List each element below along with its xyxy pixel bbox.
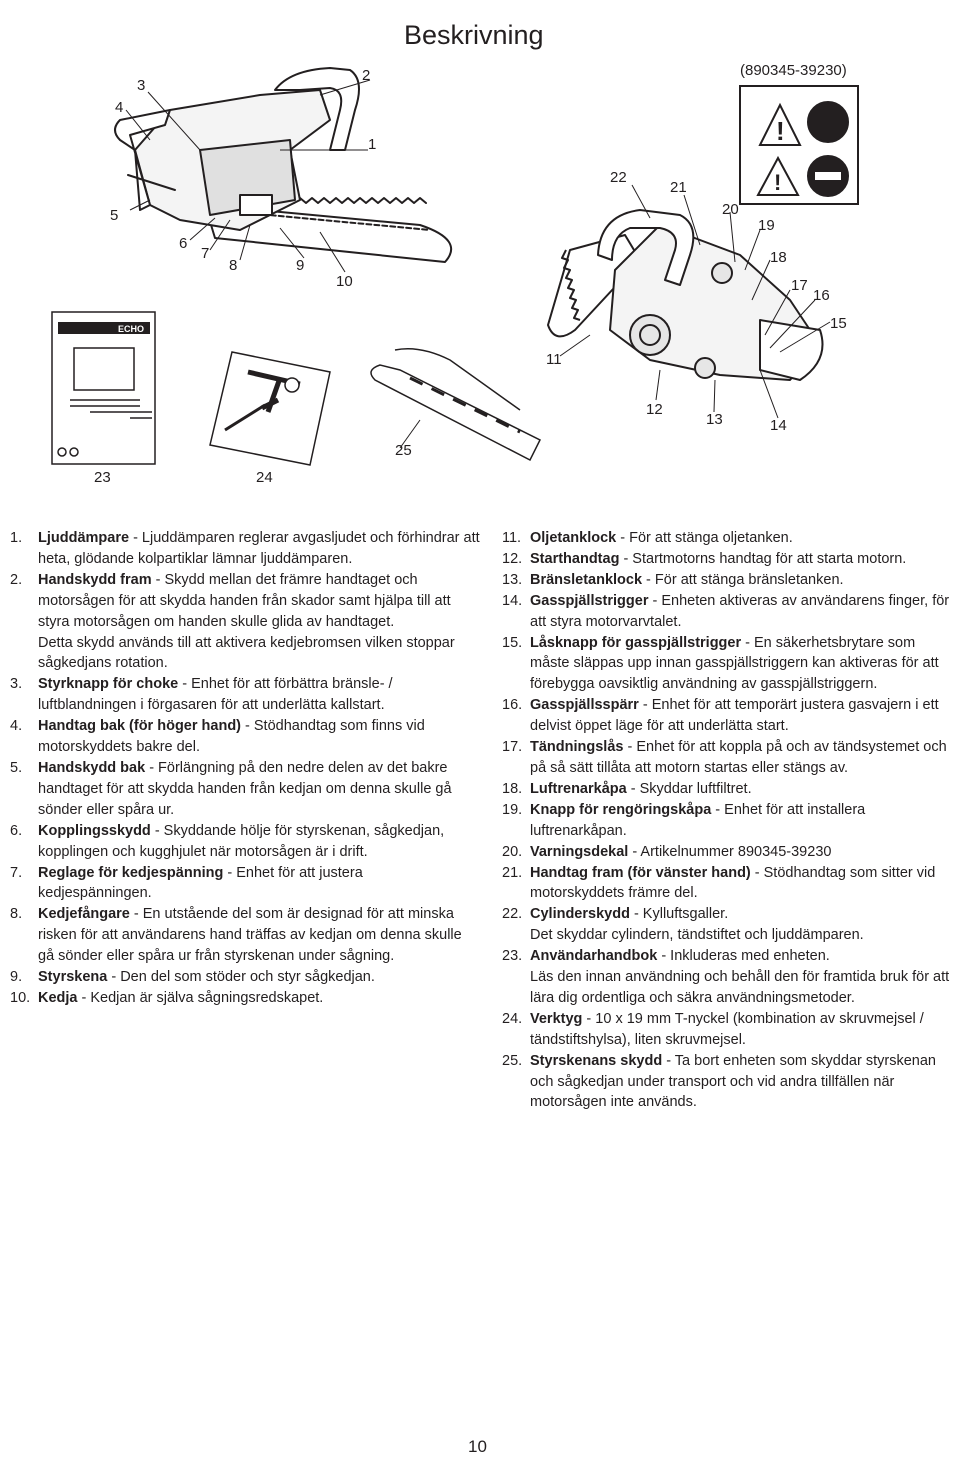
- callout-9: 9: [296, 257, 305, 274]
- callout-15: 15: [830, 315, 847, 332]
- callout-25: 25: [395, 442, 412, 459]
- callout-4: 4: [115, 99, 124, 116]
- item-term: Kopplingsskydd: [38, 822, 151, 839]
- item-number: 3.: [10, 676, 23, 693]
- list-item: [502, 946, 952, 1009]
- list-item: [10, 570, 480, 675]
- item-number: 11.: [502, 530, 522, 546]
- item-number: 1.: [10, 530, 23, 546]
- item-term: Användarhandbok: [530, 948, 658, 965]
- item-description: - Stödhandtag som finns vid motorskyddets bakre del.: [38, 718, 425, 756]
- item-number: 25.: [502, 1052, 523, 1069]
- list-item: [10, 716, 480, 758]
- item-description: - Ta bort enheten som skyddar styrskenan och sågkedjan under transport och vid andra tillfällen när motorsågen inte används.: [530, 1052, 936, 1111]
- list-item: [10, 863, 480, 905]
- item-term: Oljetanklock: [530, 530, 617, 546]
- users-manual: [52, 312, 155, 464]
- manual-brand-logo: ECHO: [118, 324, 145, 334]
- parts-list-right: [502, 528, 952, 1113]
- item-number: 23.: [502, 948, 523, 965]
- callout-5: 5: [110, 207, 119, 224]
- item-number: 20.: [502, 843, 523, 860]
- item-term: Handskydd bak: [38, 759, 146, 776]
- callout-10: 10: [336, 273, 353, 290]
- parts-list-left: [10, 528, 480, 1009]
- item-term: Kedja: [38, 989, 78, 1006]
- item-description: - Enhet för att temporärt justera gasvajern i ett delvist öppet läge för att underlätta start.: [530, 697, 939, 735]
- chainsaw-illustration: [0, 0, 960, 500]
- item-description: - Skyddar luftfiltret.: [626, 780, 752, 797]
- item-term: Bränsletanklock: [530, 571, 643, 588]
- list-item: [502, 633, 952, 696]
- item-number: 6.: [10, 822, 23, 839]
- item-term: Gasspjällstrigger: [530, 592, 649, 609]
- part-number: (890345-39230): [740, 62, 847, 79]
- tools-kit: [210, 352, 330, 465]
- item-description: - Enhet för att förbättra bränsle- / luftblandningen i förgasaren för att underlätta kallstart.: [38, 676, 393, 714]
- item-number: 10.: [10, 989, 31, 1006]
- callout-11: 11: [546, 351, 562, 368]
- item-number: 17.: [502, 739, 523, 756]
- item-term: Handskydd fram: [38, 571, 152, 588]
- item-term: Cylinderskydd: [530, 906, 630, 923]
- item-number: 12.: [502, 550, 523, 567]
- callout-24: 24: [256, 469, 273, 486]
- callout-21: 21: [670, 179, 687, 196]
- item-description: - Den del som stöder och styr sågkedjan.: [107, 969, 375, 986]
- item-number: 19.: [502, 801, 523, 818]
- item-description: - För att stänga bränsletanken.: [642, 571, 844, 588]
- callout-1: 1: [368, 136, 377, 153]
- callout-17: 17: [791, 277, 808, 294]
- list-item: [502, 842, 952, 863]
- item-description: - 10 x 19 mm T-nyckel (kombination av skruvmejsel / tändstiftshylsa), liten skruvmejsel.: [530, 1010, 924, 1048]
- item-term: Handtag fram (för vänster hand): [530, 864, 751, 881]
- callout-2: 2: [362, 67, 371, 84]
- item-term: Knapp för rengöringskåpa: [530, 801, 712, 818]
- list-item: [502, 528, 952, 549]
- svg-text:!: !: [774, 170, 782, 195]
- item-number: 24.: [502, 1010, 523, 1027]
- list-item: [10, 674, 480, 716]
- callout-23: 23: [94, 469, 111, 486]
- item-description: - Stödhandtag som sitter vid motorskyddets främre del.: [530, 864, 936, 902]
- item-description: - Enhet för att koppla på och av tändsystemet och på så sätt tillåta att motorn startas eller stängs av.: [530, 739, 947, 776]
- item-term: Reglage för kedjespänning: [38, 864, 224, 881]
- item-term: Gasspjällsspärr: [530, 697, 639, 714]
- list-item: [502, 737, 952, 779]
- item-number: 16.: [502, 697, 523, 714]
- item-description: - Kedjan är själva sågningsredskapet.: [77, 989, 324, 1006]
- item-extra-note: Detta skydd används till att aktivera kedjebromsen vilken stoppar sågkedjans rotation.: [38, 634, 455, 672]
- list-item: [502, 904, 952, 946]
- item-term: Starthandtag: [530, 550, 620, 567]
- list-item: [502, 800, 952, 842]
- item-term: Luftrenarkåpa: [530, 780, 627, 797]
- item-term: Varningsdekal: [530, 843, 629, 860]
- item-number: 14.: [502, 592, 523, 609]
- item-description: - Skyddande hölje för styrskenan, sågkedjan, kopplingen och kugghjulet när motorsågen är i drift.: [38, 822, 445, 860]
- callout-16: 16: [813, 287, 830, 304]
- callout-14: 14: [770, 417, 787, 434]
- list-item: [10, 821, 480, 863]
- item-extra-note: Det skyddar cylindern, tändstiftet och ljuddämparen.: [530, 927, 864, 944]
- list-item: [502, 1009, 952, 1051]
- item-term: Ljuddämpare: [38, 530, 130, 546]
- item-number: 7.: [10, 864, 23, 881]
- item-description: - Artikelnummer 890345-39230: [628, 843, 832, 860]
- item-description: - En utstående del som är designad för att minska risken för att användarens hand träffas av kedjan om denna skulle gå sönder eller spåra ur från styrskenan under sågning.: [38, 906, 462, 965]
- list-item: [502, 549, 952, 570]
- list-item: [502, 591, 952, 633]
- item-description: - Ljuddämparen reglerar avgasljudet och förhindrar att heta, glödande kolpartiklar lämnar ljuddämparen.: [38, 530, 480, 567]
- list-item: [10, 967, 480, 988]
- callout-8: 8: [229, 257, 238, 274]
- page-number: 10: [468, 1437, 487, 1456]
- item-description: - Förlängning på den nedre delen av det bakre handtaget för att skydda handen från kedjan om denna skulle gå sönder eller spåra ur.: [38, 759, 452, 818]
- item-term: Styrknapp för choke: [38, 676, 179, 693]
- list-item: [10, 988, 480, 1009]
- item-description: - Skydd mellan det främre handtaget och motorsågen för att skydda handen från skador samt hjälpa till att styra motorsågen om handen skulle glida av handtaget.: [38, 571, 451, 630]
- list-item: [502, 779, 952, 800]
- item-description: - Kylluftsgaller.: [629, 906, 729, 923]
- callout-22: 22: [610, 169, 627, 186]
- callout-6: 6: [179, 235, 188, 252]
- item-number: 13.: [502, 571, 523, 588]
- item-term: Tändningslås: [530, 739, 624, 756]
- item-term: Styrskenans skydd: [530, 1052, 663, 1069]
- callout-18: 18: [770, 249, 787, 266]
- svg-text:!: !: [776, 116, 785, 146]
- item-number: 5.: [10, 759, 23, 776]
- callout-20: 20: [722, 201, 739, 218]
- item-description: - För att stänga oljetanken.: [616, 530, 793, 546]
- item-description: - Startmotorns handtag för att starta motorn.: [619, 550, 907, 567]
- page-title: Beskrivning: [404, 20, 544, 50]
- item-description: - Enheten aktiveras av användarens finger, för att styra motorvarvtalet.: [530, 592, 950, 630]
- list-item: [10, 904, 480, 967]
- item-term: Styrskena: [38, 969, 108, 986]
- item-term: Kedjefångare: [38, 906, 130, 923]
- item-term: Verktyg: [530, 1010, 583, 1027]
- item-number: 18.: [502, 780, 523, 797]
- callout-13: 13: [706, 411, 723, 428]
- item-term: Låsknapp för gasspjällstrigger: [530, 634, 742, 651]
- list-item: [10, 528, 480, 570]
- item-description: - Enhet för att installera luftrenarkåpan.: [530, 801, 866, 839]
- callout-12: 12: [646, 401, 663, 418]
- warning-decal: [740, 86, 858, 204]
- item-description: - Enhet för att justera kedjespänningen.: [38, 864, 363, 902]
- item-number: 15.: [502, 634, 523, 651]
- list-item: [502, 695, 952, 737]
- item-term: Handtag bak (för höger hand): [38, 718, 241, 735]
- item-number: 22.: [502, 906, 523, 923]
- item-number: 21.: [502, 864, 523, 881]
- callout-3: 3: [137, 77, 146, 94]
- callout-19: 19: [758, 217, 775, 234]
- item-extra-note: Läs den innan användning och behåll den för framtida bruk för att lära dig ordentliga och säkra användningsmetoder.: [530, 969, 950, 1006]
- item-number: 8.: [10, 906, 23, 923]
- item-number: 2.: [10, 571, 23, 588]
- callout-7: 7: [201, 245, 210, 262]
- list-item: [10, 758, 480, 821]
- list-item: [502, 1051, 952, 1114]
- list-item: [502, 863, 952, 905]
- item-description: - Inkluderas med enheten.: [657, 948, 830, 965]
- item-number: 9.: [10, 969, 23, 986]
- item-number: 4.: [10, 718, 23, 735]
- item-description: - En säkerhetsbrytare som måste släppas upp innan gasspjällstriggern kan aktiveras för att förebygga oavsiktlig användning av gasspjällstriggern.: [530, 634, 939, 693]
- list-item: [502, 570, 952, 591]
